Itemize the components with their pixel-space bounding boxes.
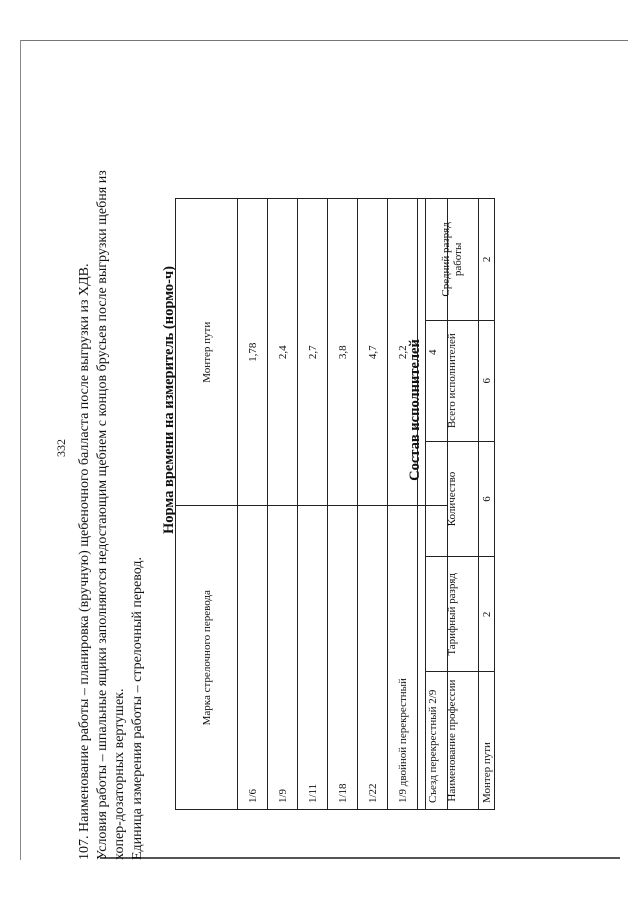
staff-header-total-workers: Всего исполнителей [426, 320, 479, 441]
page-number: 332 [54, 439, 68, 457]
turnout-mark-cell: 1/9 двойной перекрестный [388, 506, 418, 810]
staff-header-profession: Наименование профессии [426, 672, 479, 810]
quantity-cell: 6 [479, 441, 495, 557]
table-row [268, 199, 298, 810]
tariff-grade-cell: 2 [479, 557, 495, 672]
turnout-mark-cell: 1/18 [328, 506, 358, 810]
staff-header-average-grade: Средний разряд работы [426, 199, 479, 321]
profession-cell: Монтер пути [479, 672, 495, 810]
turnout-mark-cell: 1/11 [298, 506, 328, 810]
table-row [328, 199, 358, 810]
staff-table-header-row [426, 199, 479, 810]
work-conditions-continuation: хопер-дозаторных вертушек. [112, 688, 127, 860]
staff-header-tariff-grade: Тарифный разряд [426, 557, 479, 672]
staff-header-quantity: Количество [426, 441, 479, 557]
norm-value-cell: 2,2 [388, 199, 418, 506]
turnout-mark-cell: 1/9 [268, 506, 298, 810]
table-row [298, 199, 328, 810]
norm-value-cell: 2,7 [298, 199, 328, 506]
table-row [238, 199, 268, 810]
total-workers-cell: 6 [479, 320, 495, 441]
turnout-mark-cell: 1/6 [238, 506, 268, 810]
norm-value-cell: 4,7 [358, 199, 388, 506]
turnout-mark-cell: Съезд перекрестный 2/9 [418, 506, 448, 810]
norm-value-cell: 4 [418, 199, 448, 506]
staff-table [425, 198, 495, 810]
scan-frame-left [20, 40, 21, 860]
norm-table-heading: Норма времени на измеритель (нормо-ч) [161, 266, 177, 534]
norm-value-cell: 1,78 [238, 199, 268, 506]
turnout-mark-cell: 1/22 [358, 506, 388, 810]
norm-header-track-fitter: Монтер пути [176, 199, 238, 506]
norm-value-cell: 3,8 [328, 199, 358, 506]
norm-value-cell: 2,4 [268, 199, 298, 506]
work-title-line: 107. Наименование работы – планировка (вручную) щебеночного балласта после выгрузки из ХДВ. [77, 263, 92, 860]
table-row [479, 199, 495, 810]
norm-table-header-row [176, 199, 238, 810]
table-row [358, 199, 388, 810]
norm-header-turnout-mark: Марка стрелочного перевода [176, 506, 238, 810]
measurement-unit-line: Единица измерения работы – стрелочный перевод. [130, 557, 145, 860]
average-grade-cell: 2 [479, 199, 495, 321]
work-conditions-line: Условия работы – шпальные ящики заполняются недостающим щебнем с концов брусьев после выгрузки щебня из [95, 170, 110, 860]
staff-table-heading: Состав исполнителей [407, 339, 423, 481]
rotated-content [54, 0, 640, 860]
